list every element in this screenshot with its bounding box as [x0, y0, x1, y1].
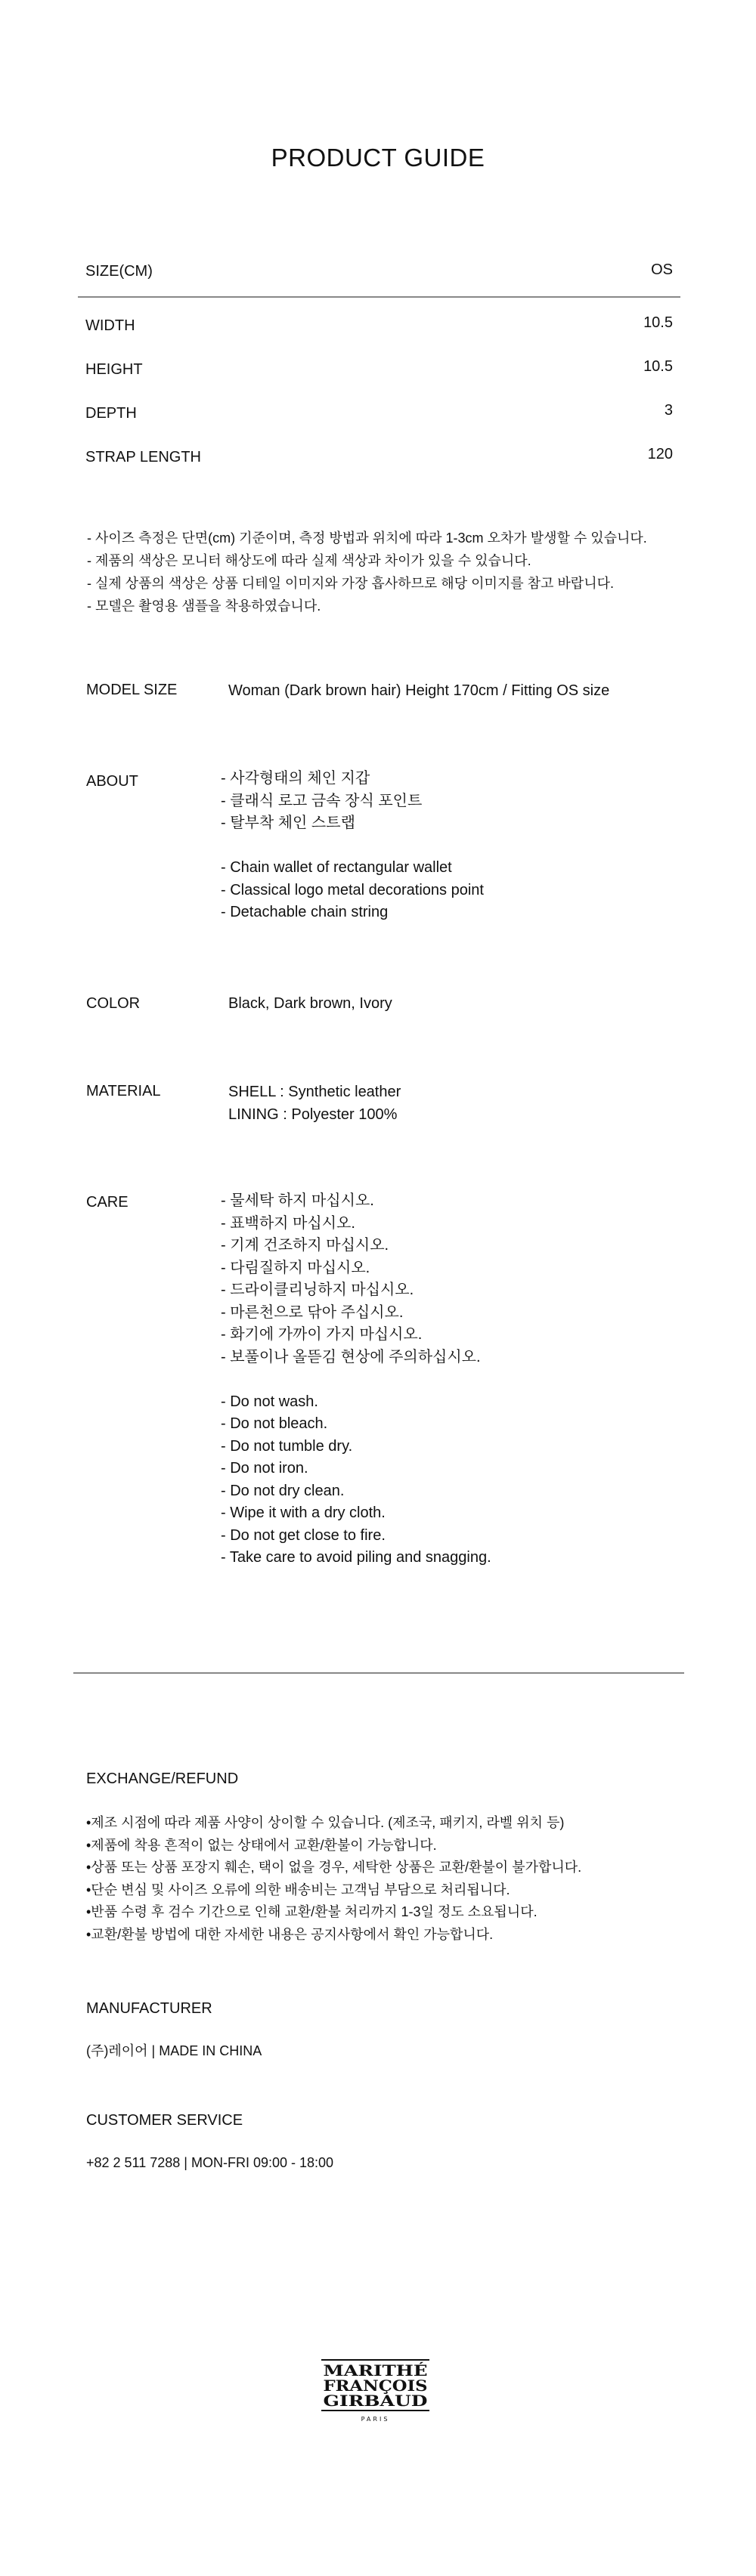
material-line: SHELL : Synthetic leather: [228, 1084, 401, 1100]
customer-service-text: +82 2 511 7288 | MON-FRI 09:00 - 18:00: [86, 2155, 334, 2170]
note-line: - 사이즈 측정은 단면(cm) 기준이며, 측정 방법과 위치에 따라 1-3cm 오차가 발생할 수 있습니다.: [87, 530, 647, 546]
size-row-label: STRAP LENGTH: [85, 449, 201, 465]
care-line: - Do not wash.: [221, 1393, 318, 1410]
customer-service-heading: CUSTOMER SERVICE: [86, 2112, 243, 2129]
care-line: - 기계 건조하지 마십시오.: [221, 1237, 389, 1254]
about-label: ABOUT: [86, 773, 138, 790]
color-label: COLOR: [86, 995, 141, 1012]
about-line: - Detachable chain string: [221, 904, 389, 920]
size-table-header: [78, 263, 680, 298]
size-row-value: 3: [664, 402, 673, 419]
care-line: - Do not bleach.: [221, 1415, 328, 1432]
care-line: - 물세탁 하지 마십시오.: [221, 1192, 374, 1209]
about-line: - 사각형태의 체인 지갑: [221, 770, 370, 787]
exchange-body: [86, 1812, 581, 1946]
care-line: - 표백하지 마십시오.: [221, 1214, 355, 1232]
model-size-value: Woman (Dark brown hair) Height 170cm / Fitting OS size: [228, 682, 610, 699]
section-divider: [73, 1672, 684, 1674]
material-line: LINING : Polyester 100%: [228, 1106, 398, 1123]
model-size-label: MODEL SIZE: [86, 682, 178, 698]
svg-text:FRANÇOIS: FRANÇOIS: [323, 2377, 428, 2395]
care-text: [221, 1190, 491, 1569]
color-text: [228, 993, 392, 1016]
page-title: PRODUCT GUIDE: [271, 144, 485, 172]
exchange-line: •반품 수령 후 검수 기간으로 인해 교환/환불 처리까지 1-3일 정도 소요됩니다.: [86, 1904, 538, 1919]
size-row-value: 10.5: [643, 314, 673, 331]
care-line: - 보풀이나 올뜯김 현상에 주의하십시오.: [221, 1348, 481, 1365]
size-row-label: HEIGHT: [85, 361, 143, 378]
care-line: - 다림질하지 마십시오.: [221, 1259, 370, 1276]
size-row-label: DEPTH: [85, 405, 137, 422]
about-line: - 클래식 로고 금속 장식 포인트: [221, 792, 423, 809]
care-line: - Wipe it with a dry cloth.: [221, 1504, 386, 1521]
svg-text:PARIS: PARIS: [361, 2416, 390, 2423]
care-line: - 마른천으로 닦아 주십시오.: [221, 1303, 404, 1321]
customer-service-body: [86, 2152, 333, 2175]
size-row-height: [78, 358, 680, 405]
note-line: - 제품의 색상은 모니터 해상도에 따라 실제 색상과 차이가 있을 수 있습니다.: [87, 553, 531, 568]
care-line: - 화기에 가까이 가지 마십시오.: [221, 1326, 423, 1343]
about-text: [221, 768, 484, 924]
note-line: - 실제 상품의 색상은 상품 디테일 이미지와 가장 흡사하므로 해당 이미지를 참고 바랍니다.: [87, 576, 614, 591]
size-row-strap-length: [78, 446, 680, 493]
manufacturer-body: [86, 2040, 262, 2063]
about-line: [221, 835, 484, 858]
size-row-value: 10.5: [643, 358, 673, 375]
care-label: CARE: [86, 1194, 129, 1211]
manufacturer-heading: MANUFACTURER: [86, 2000, 212, 2017]
note-line: - 모델은 촬영용 샘플을 착용하였습니다.: [87, 598, 321, 614]
care-line: - Do not get close to fire.: [221, 1526, 386, 1544]
care-line: - Take care to avoid piling and snagging.: [221, 1549, 491, 1566]
exchange-line: •제품에 착용 흔적이 없는 상태에서 교환/환불이 가능합니다.: [86, 1837, 437, 1853]
care-line: - Do not iron.: [221, 1460, 308, 1477]
care-line: - 드라이클리닝하지 마십시오.: [221, 1282, 414, 1298]
svg-text:MARITHÉ: MARITHÉ: [323, 2361, 428, 2380]
svg-text:GIRBAUD: GIRBAUD: [323, 2392, 428, 2410]
material-label: MATERIAL: [86, 1083, 161, 1099]
exchange-line: •교환/환불 방법에 대한 자세한 내용은 공지사항에서 확인 가능합니다.: [86, 1926, 494, 1942]
exchange-heading: EXCHANGE/REFUND: [86, 1770, 239, 1787]
brand-logo: [318, 2358, 432, 2426]
exchange-line: •제조 시점에 따라 제품 사양이 상이할 수 있습니다. (제조국, 패키지, 라벨 위치 등): [86, 1815, 565, 1830]
size-table: [78, 263, 680, 493]
about-line: - Classical logo metal decorations point: [221, 881, 484, 898]
manufacturer-text: (주)레이어 | MADE IN CHINA: [86, 2043, 262, 2058]
about-line: - 탈부착 체인 스트랩: [221, 815, 355, 831]
size-row-width: [78, 314, 680, 361]
size-row-depth: [78, 402, 680, 449]
size-notes: [87, 527, 647, 617]
care-line: - Do not tumble dry.: [221, 1437, 353, 1455]
about-line: - Chain wallet of rectangular wallet: [221, 859, 452, 876]
size-header-value: OS: [651, 261, 673, 278]
size-row-label: WIDTH: [85, 317, 135, 334]
size-row-value: 120: [647, 446, 673, 462]
exchange-line: •상품 또는 상품 포장지 훼손, 택이 없을 경우, 세탁한 상품은 교환/환불이 불가합니다.: [86, 1860, 582, 1875]
material-text: [228, 1081, 401, 1126]
model-size-text: [228, 680, 609, 703]
size-header-label: SIZE(CM): [85, 263, 153, 280]
exchange-line: •단순 변심 및 사이즈 오류에 의한 배송비는 고객님 부담으로 처리됩니다.: [86, 1882, 510, 1897]
color-value: Black, Dark brown, Ivory: [228, 995, 392, 1012]
care-line: - Do not dry clean.: [221, 1482, 345, 1499]
care-line: [221, 1368, 491, 1391]
